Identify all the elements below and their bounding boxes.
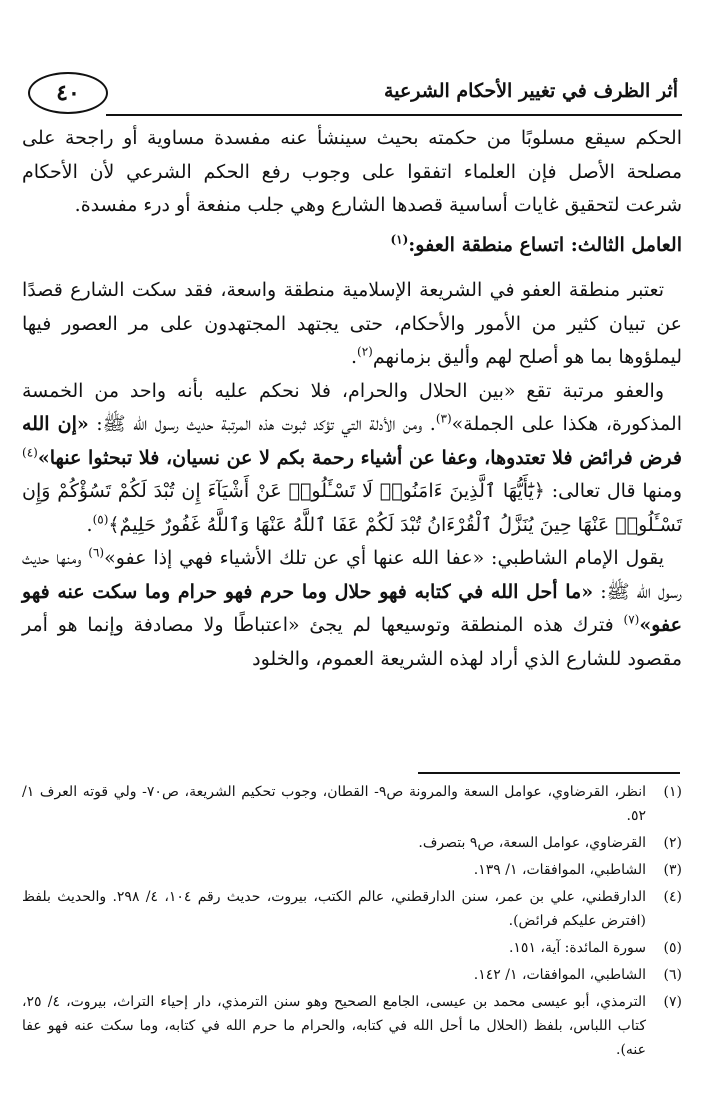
footnote-text: الشاطبي، الموافقات، ١/ ١٤٢. — [473, 967, 646, 983]
footnote-text: الترمذي، أبو عيسى محمد بن عيسى، الجامع الصحيح وهو سنن الترمذي، دار إحياء التراث، بيروت، ٤/ ٢٥، كتاب اللباس، بلفظ (الحلال ما أحل الله في كتابه، والحرام ما حرم الله في كتابه، وما سكت عنه فهو عفا عنه). — [22, 994, 646, 1058]
paragraph-text: ومنها قال تعالى: — [544, 480, 683, 502]
punctuation: . — [350, 346, 358, 368]
footnote-ref[interactable]: (٤) — [22, 445, 38, 460]
footnote-ref[interactable]: (٦) — [88, 545, 105, 560]
footnote-text: سورة المائدة: آية، ١٥١. — [508, 940, 646, 956]
footnote-number: (٤) — [663, 889, 682, 905]
footnote-text: الدارقطني، علي بن عمر، سنن الدارقطني، عالم الكتب، بيروت، حديث رقم ١٠٤، ٤/ ٢٩٨. والحديث بلفظ (افترض عليكم فرائض). — [22, 889, 647, 929]
footnote-item — [22, 885, 682, 933]
footnote-item — [22, 936, 682, 960]
footnote-number: (٥) — [663, 940, 682, 956]
hadith-quote: «إن الله فرض فرائض فلا تعتدوها، وعفا عن أشياء رحمة بكم لا عن نسيان، فلا تبحثوا عنها» — [22, 413, 682, 469]
footnote-text: القرضاوي، عوامل السعة، ص٩ بتصرف. — [418, 835, 646, 851]
footnote-ref[interactable]: (٣) — [435, 411, 452, 426]
section-heading — [22, 229, 682, 263]
footnote-text: الشاطبي، الموافقات، ١/ ١٣٩. — [473, 862, 646, 878]
footnotes — [22, 780, 682, 1065]
paragraph-text: يقول الإمام الشاطبي: «عفا الله عنها أي عن تلك الأشياء فهي إذا عفو» — [104, 547, 664, 569]
quran-verse: ﴿يَٰٓأَيُّهَا ٱلَّذِينَ ءَامَنُوا۟ لَا تَسْـَٔلُوا۟ عَنْ أَشْيَآءَ إِن تُبْدَ لَكُمْ تَسُؤْكُمْ وَإِن تَسْـَٔلُوا۟ عَنْهَا حِينَ يُنَزَّلُ ٱلْقُرْءَانُ تُبْدَ لَكُمْ عَفَا ٱللَّهُ عَنْهَا وَٱللَّهُ غَفُورٌ حَلِيمٌ﴾ — [22, 480, 682, 536]
footnote-number: (٧) — [663, 994, 682, 1010]
heading-text: العامل الثالث: اتساع منطقة العفو: — [408, 233, 682, 256]
footnote-item — [22, 990, 682, 1062]
footnote-item — [22, 831, 682, 855]
footnote-ref[interactable]: (١) — [390, 232, 409, 247]
footnote-ref[interactable]: (٢) — [357, 344, 373, 359]
running-title: أثر الظرف في تغيير الأحكام الشرعية — [384, 80, 678, 102]
footnote-separator — [418, 772, 680, 774]
footnote-item — [22, 963, 682, 987]
footnote-item — [22, 780, 682, 828]
header-rule — [106, 114, 682, 116]
page-number: ٤٠ — [28, 72, 108, 114]
footnote-item — [22, 858, 682, 882]
paragraph-text: فترك هذه المنطقة وتوسيعها لم يجئ «اعتباطًا ولا مصادفة وإنما هو أمر مقصود للشارع الذي أراد لهذه الشريعة العموم، والخلود — [22, 614, 682, 670]
footnote-number: (٦) — [663, 967, 682, 983]
paragraph-1: الحكم سيقع مسلوبًا من حكمته بحيث سينشأ عنه مفسدة مساوية أو راجحة على مصلحة الأصل فإن العلماء اتفقوا على وجوب رفع الحكم الشرعي لأن الأحكام شرعت لتحقيق غايات أساسية قصدها الشارع وهي جلب منفعة أو درء مفسدة. — [22, 127, 682, 216]
footnote-number: (٢) — [663, 835, 682, 851]
paragraph-4 — [22, 542, 682, 676]
paragraph-text: . ومن الأدلة التي تؤكد ثبوت هذه المرتبة حديث رسول الله ﷺ: — [88, 413, 436, 435]
paragraph-3 — [22, 375, 682, 543]
paragraph-text: ومنها حديث رسول الله ﷺ: — [22, 547, 682, 603]
footnote-number: (١) — [663, 784, 682, 800]
paragraph-2 — [22, 274, 682, 375]
footnote-ref[interactable]: (٧) — [623, 612, 640, 627]
footnote-number: (٣) — [663, 862, 682, 878]
hadith-quote: «ما أحل الله في كتابه فهو حلال وما حرم فهو حرام وما سكت عنه فهو عفو» — [22, 580, 682, 636]
footnote-text: انظر، القرضاوي، عوامل السعة والمرونة ص٩- القطان، وجوب تحكيم الشريعة، ص٧٠- ولي قوته العرف ١/ ٥٢. — [22, 784, 647, 824]
paragraph-text: والعفو مرتبة تقع «بين الحلال والحرام، فلا نحكم عليه بأنه واحد من الخمسة المذكورة، هكذا على الجملة» — [22, 379, 682, 435]
punctuation: . — [86, 513, 93, 536]
paragraph-text: تعتبر منطقة العفو في الشريعة الإسلامية منطقة واسعة، فقد سكت الشارع قصدًا عن تبيان كثير من الأمور والأحكام، حتى يجتهد المجتهدون على مر العصور فيها ليملؤوها بما هو أصلح لهم وأليق بزمانهم — [22, 279, 682, 368]
main-text — [22, 122, 682, 676]
footnote-ref[interactable]: (٥) — [92, 512, 109, 527]
page-header — [22, 68, 682, 122]
